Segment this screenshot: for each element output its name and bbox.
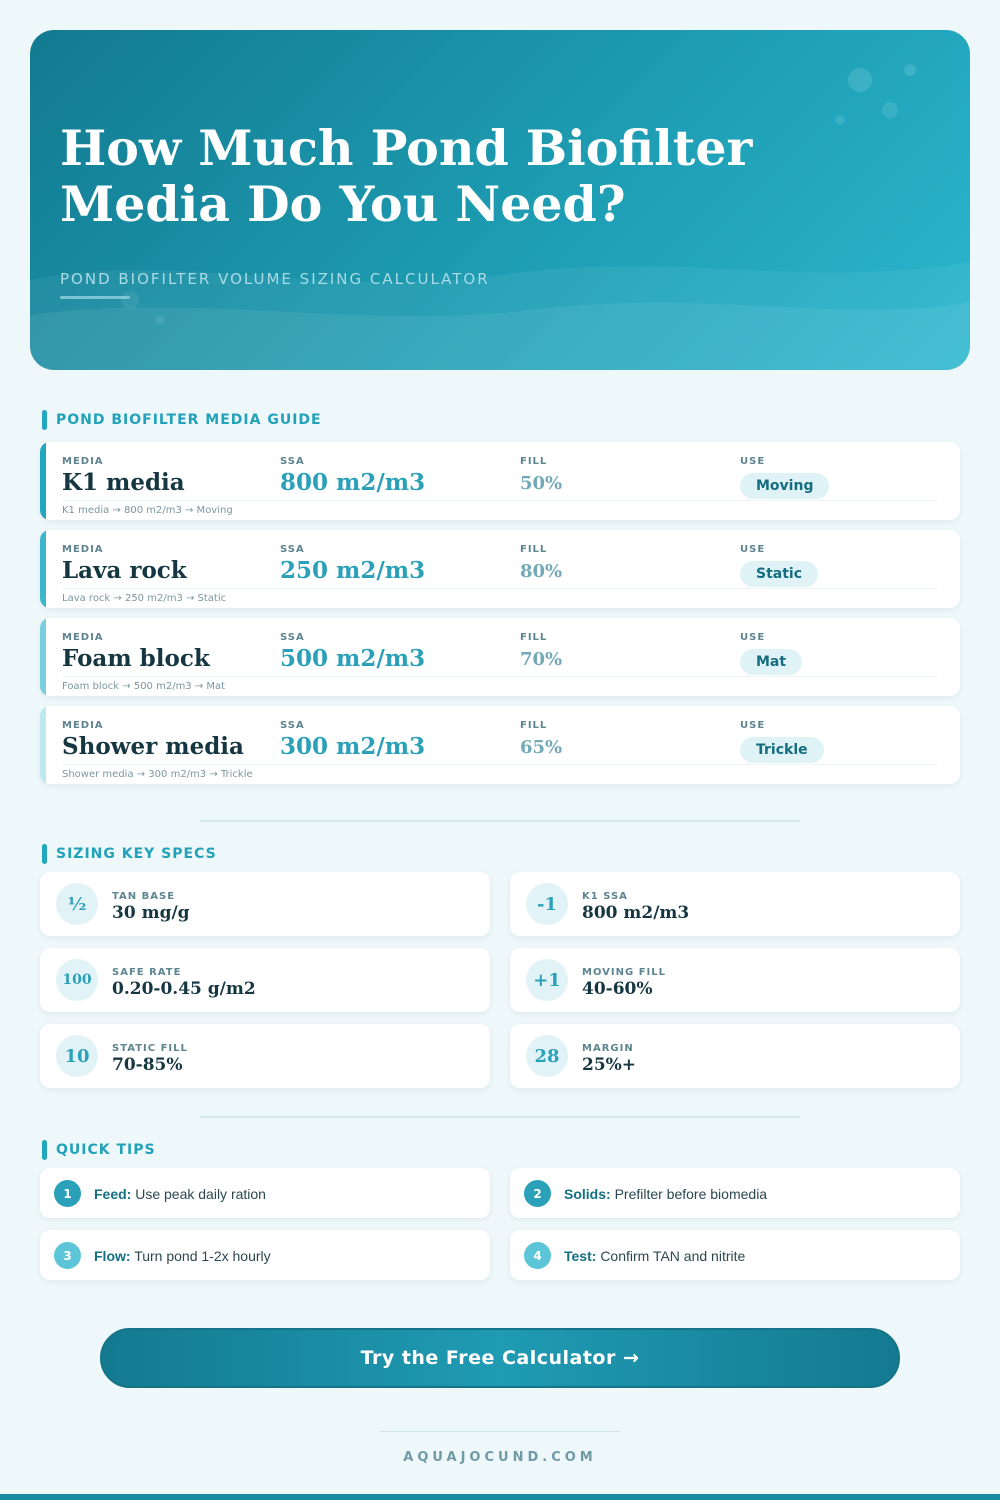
- media-column: [62, 456, 185, 496]
- spec-icon-badge: 100: [56, 959, 98, 1001]
- spec-card: [40, 948, 490, 1012]
- ssa-label: SSA: [280, 720, 305, 731]
- row-separator: [62, 764, 938, 765]
- spec-value: 40-60%: [582, 979, 653, 999]
- media-name: Shower media: [62, 733, 244, 760]
- media-name: Lava rock: [62, 557, 187, 584]
- tip-number-badge: 2: [524, 1180, 551, 1207]
- heading-label: POND BIOFILTER MEDIA GUIDE: [56, 412, 322, 428]
- heading-bar: [42, 410, 47, 430]
- use-column: [740, 456, 829, 499]
- page-title: [60, 120, 820, 232]
- hero-banner: [30, 30, 970, 370]
- use-label: USE: [740, 456, 766, 467]
- tip-text: [564, 1186, 767, 1202]
- use-label: USE: [740, 544, 766, 555]
- heading-label: QUICK TIPS: [56, 1142, 156, 1158]
- media-fill: 70%: [520, 649, 563, 670]
- tip-number-badge: 4: [524, 1242, 551, 1269]
- spec-label: MOVING FILL: [582, 967, 666, 978]
- spec-label: TAN BASE: [112, 891, 176, 902]
- use-badge-wrap: [740, 643, 802, 675]
- use-column: [740, 544, 818, 587]
- media-label: MEDIA: [62, 632, 104, 643]
- media-use-badge: Mat: [740, 649, 802, 675]
- row-separator: [62, 676, 938, 677]
- tip-card: [510, 1168, 960, 1218]
- tip-number-badge: 1: [54, 1180, 81, 1207]
- spec-card: [40, 872, 490, 936]
- spec-icon-badge: 10: [56, 1035, 98, 1077]
- heading-bar: [42, 844, 47, 864]
- tip-card: [40, 1230, 490, 1280]
- section-divider: [200, 820, 800, 822]
- media-label: MEDIA: [62, 720, 104, 731]
- media-use-badge: Moving: [740, 473, 829, 499]
- calculator-cta-button[interactable]: Try the Free Calculator →: [100, 1328, 900, 1388]
- spec-card: [40, 1024, 490, 1088]
- media-summary: K1 media → 800 m2/m3 → Moving: [62, 505, 233, 516]
- ssa-column: [280, 544, 425, 584]
- spec-value: 30 mg/g: [112, 903, 190, 923]
- media-summary: Lava rock → 250 m2/m3 → Static: [62, 593, 227, 604]
- spec-label: SAFE RATE: [112, 967, 182, 978]
- use-column: [740, 632, 802, 675]
- spec-card: [510, 872, 960, 936]
- tip-text: [564, 1248, 745, 1264]
- media-row: [40, 530, 960, 608]
- row-accent: [40, 442, 46, 520]
- tip-body: Confirm TAN and nitrite: [600, 1248, 746, 1264]
- ssa-column: [280, 632, 425, 672]
- tip-text: [94, 1186, 266, 1202]
- use-badge-wrap: [740, 731, 824, 763]
- ssa-label: SSA: [280, 632, 305, 643]
- tip-title: Test:: [564, 1248, 597, 1264]
- tip-text: [94, 1248, 271, 1264]
- use-label: USE: [740, 720, 766, 731]
- row-accent: [40, 530, 46, 608]
- heading-bar: [42, 1140, 47, 1160]
- tip-card: [510, 1230, 960, 1280]
- media-ssa: 250 m2/m3: [280, 557, 426, 584]
- tip-title: Solids:: [564, 1186, 611, 1202]
- title-line-1: How Much Pond Biofilter: [60, 119, 753, 177]
- spec-icon-badge: ½: [56, 883, 98, 925]
- heading-label: SIZING KEY SPECS: [56, 846, 217, 862]
- specs-heading: [42, 844, 217, 864]
- tips-heading: [42, 1140, 156, 1160]
- use-badge-wrap: [740, 467, 829, 499]
- media-column: [62, 720, 244, 760]
- footer-site-link[interactable]: AQUAJOCUND.COM: [403, 1450, 597, 1465]
- use-column: [740, 720, 824, 763]
- fill-label: FILL: [520, 544, 548, 555]
- spec-label: STATIC FILL: [112, 1043, 188, 1054]
- media-ssa: 500 m2/m3: [280, 645, 426, 672]
- spec-value: 70-85%: [112, 1055, 183, 1075]
- spec-icon-badge: 28: [526, 1035, 568, 1077]
- tip-number-badge: 3: [54, 1242, 81, 1269]
- media-label: MEDIA: [62, 544, 104, 555]
- media-name: K1 media: [62, 469, 185, 496]
- media-summary: Shower media → 300 m2/m3 → Trickle: [62, 769, 253, 780]
- bottom-accent-bar: [0, 1494, 1000, 1500]
- tip-card: [40, 1168, 490, 1218]
- media-use-badge: Trickle: [740, 737, 824, 763]
- section-divider: [200, 1116, 800, 1118]
- ssa-label: SSA: [280, 544, 305, 555]
- fill-column: [520, 632, 562, 670]
- media-fill: 50%: [520, 473, 563, 494]
- media-label: MEDIA: [62, 456, 104, 467]
- media-row: [40, 706, 960, 784]
- media-fill: 80%: [520, 561, 563, 582]
- ssa-label: SSA: [280, 456, 305, 467]
- tip-body: Turn pond 1-2x hourly: [134, 1248, 271, 1264]
- media-fill: 65%: [520, 737, 563, 758]
- tip-title: Feed:: [94, 1186, 132, 1202]
- use-badge-wrap: [740, 555, 818, 587]
- spec-icon-badge: -1: [526, 883, 568, 925]
- spec-card: [510, 948, 960, 1012]
- spec-icon-badge: +1: [526, 959, 568, 1001]
- fill-column: [520, 456, 562, 494]
- ssa-column: [280, 720, 425, 760]
- fill-label: FILL: [520, 720, 548, 731]
- fill-label: FILL: [520, 456, 548, 467]
- spec-card: [510, 1024, 960, 1088]
- media-ssa: 300 m2/m3: [280, 733, 426, 760]
- media-use-badge: Static: [740, 561, 818, 587]
- media-row: [40, 618, 960, 696]
- tip-body: Use peak daily ration: [135, 1186, 266, 1202]
- tip-title: Flow:: [94, 1248, 131, 1264]
- media-column: [62, 544, 187, 584]
- media-guide-heading: [42, 410, 322, 430]
- row-separator: [62, 588, 938, 589]
- spec-value: 800 m2/m3: [582, 903, 690, 923]
- row-separator: [62, 500, 938, 501]
- subtitle-underline: [60, 296, 130, 299]
- fill-column: [520, 720, 562, 758]
- media-column: [62, 632, 210, 672]
- title-line-2: Media Do You Need?: [60, 175, 626, 233]
- use-label: USE: [740, 632, 766, 643]
- page-subtitle: POND BIOFILTER VOLUME SIZING CALCULATOR: [60, 270, 490, 288]
- tip-body: Prefilter before biomedia: [614, 1186, 768, 1202]
- row-accent: [40, 706, 46, 784]
- ssa-column: [280, 456, 425, 496]
- fill-label: FILL: [520, 632, 548, 643]
- footer-divider: [380, 1431, 620, 1432]
- media-name: Foam block: [62, 645, 210, 672]
- spec-value: 0.20-0.45 g/m2: [112, 979, 256, 999]
- media-ssa: 800 m2/m3: [280, 469, 426, 496]
- spec-label: MARGIN: [582, 1043, 634, 1054]
- row-accent: [40, 618, 46, 696]
- media-summary: Foam block → 500 m2/m3 → Mat: [62, 681, 226, 692]
- fill-column: [520, 544, 562, 582]
- spec-value: 25%+: [582, 1055, 637, 1075]
- spec-label: K1 SSA: [582, 891, 628, 902]
- media-row: [40, 442, 960, 520]
